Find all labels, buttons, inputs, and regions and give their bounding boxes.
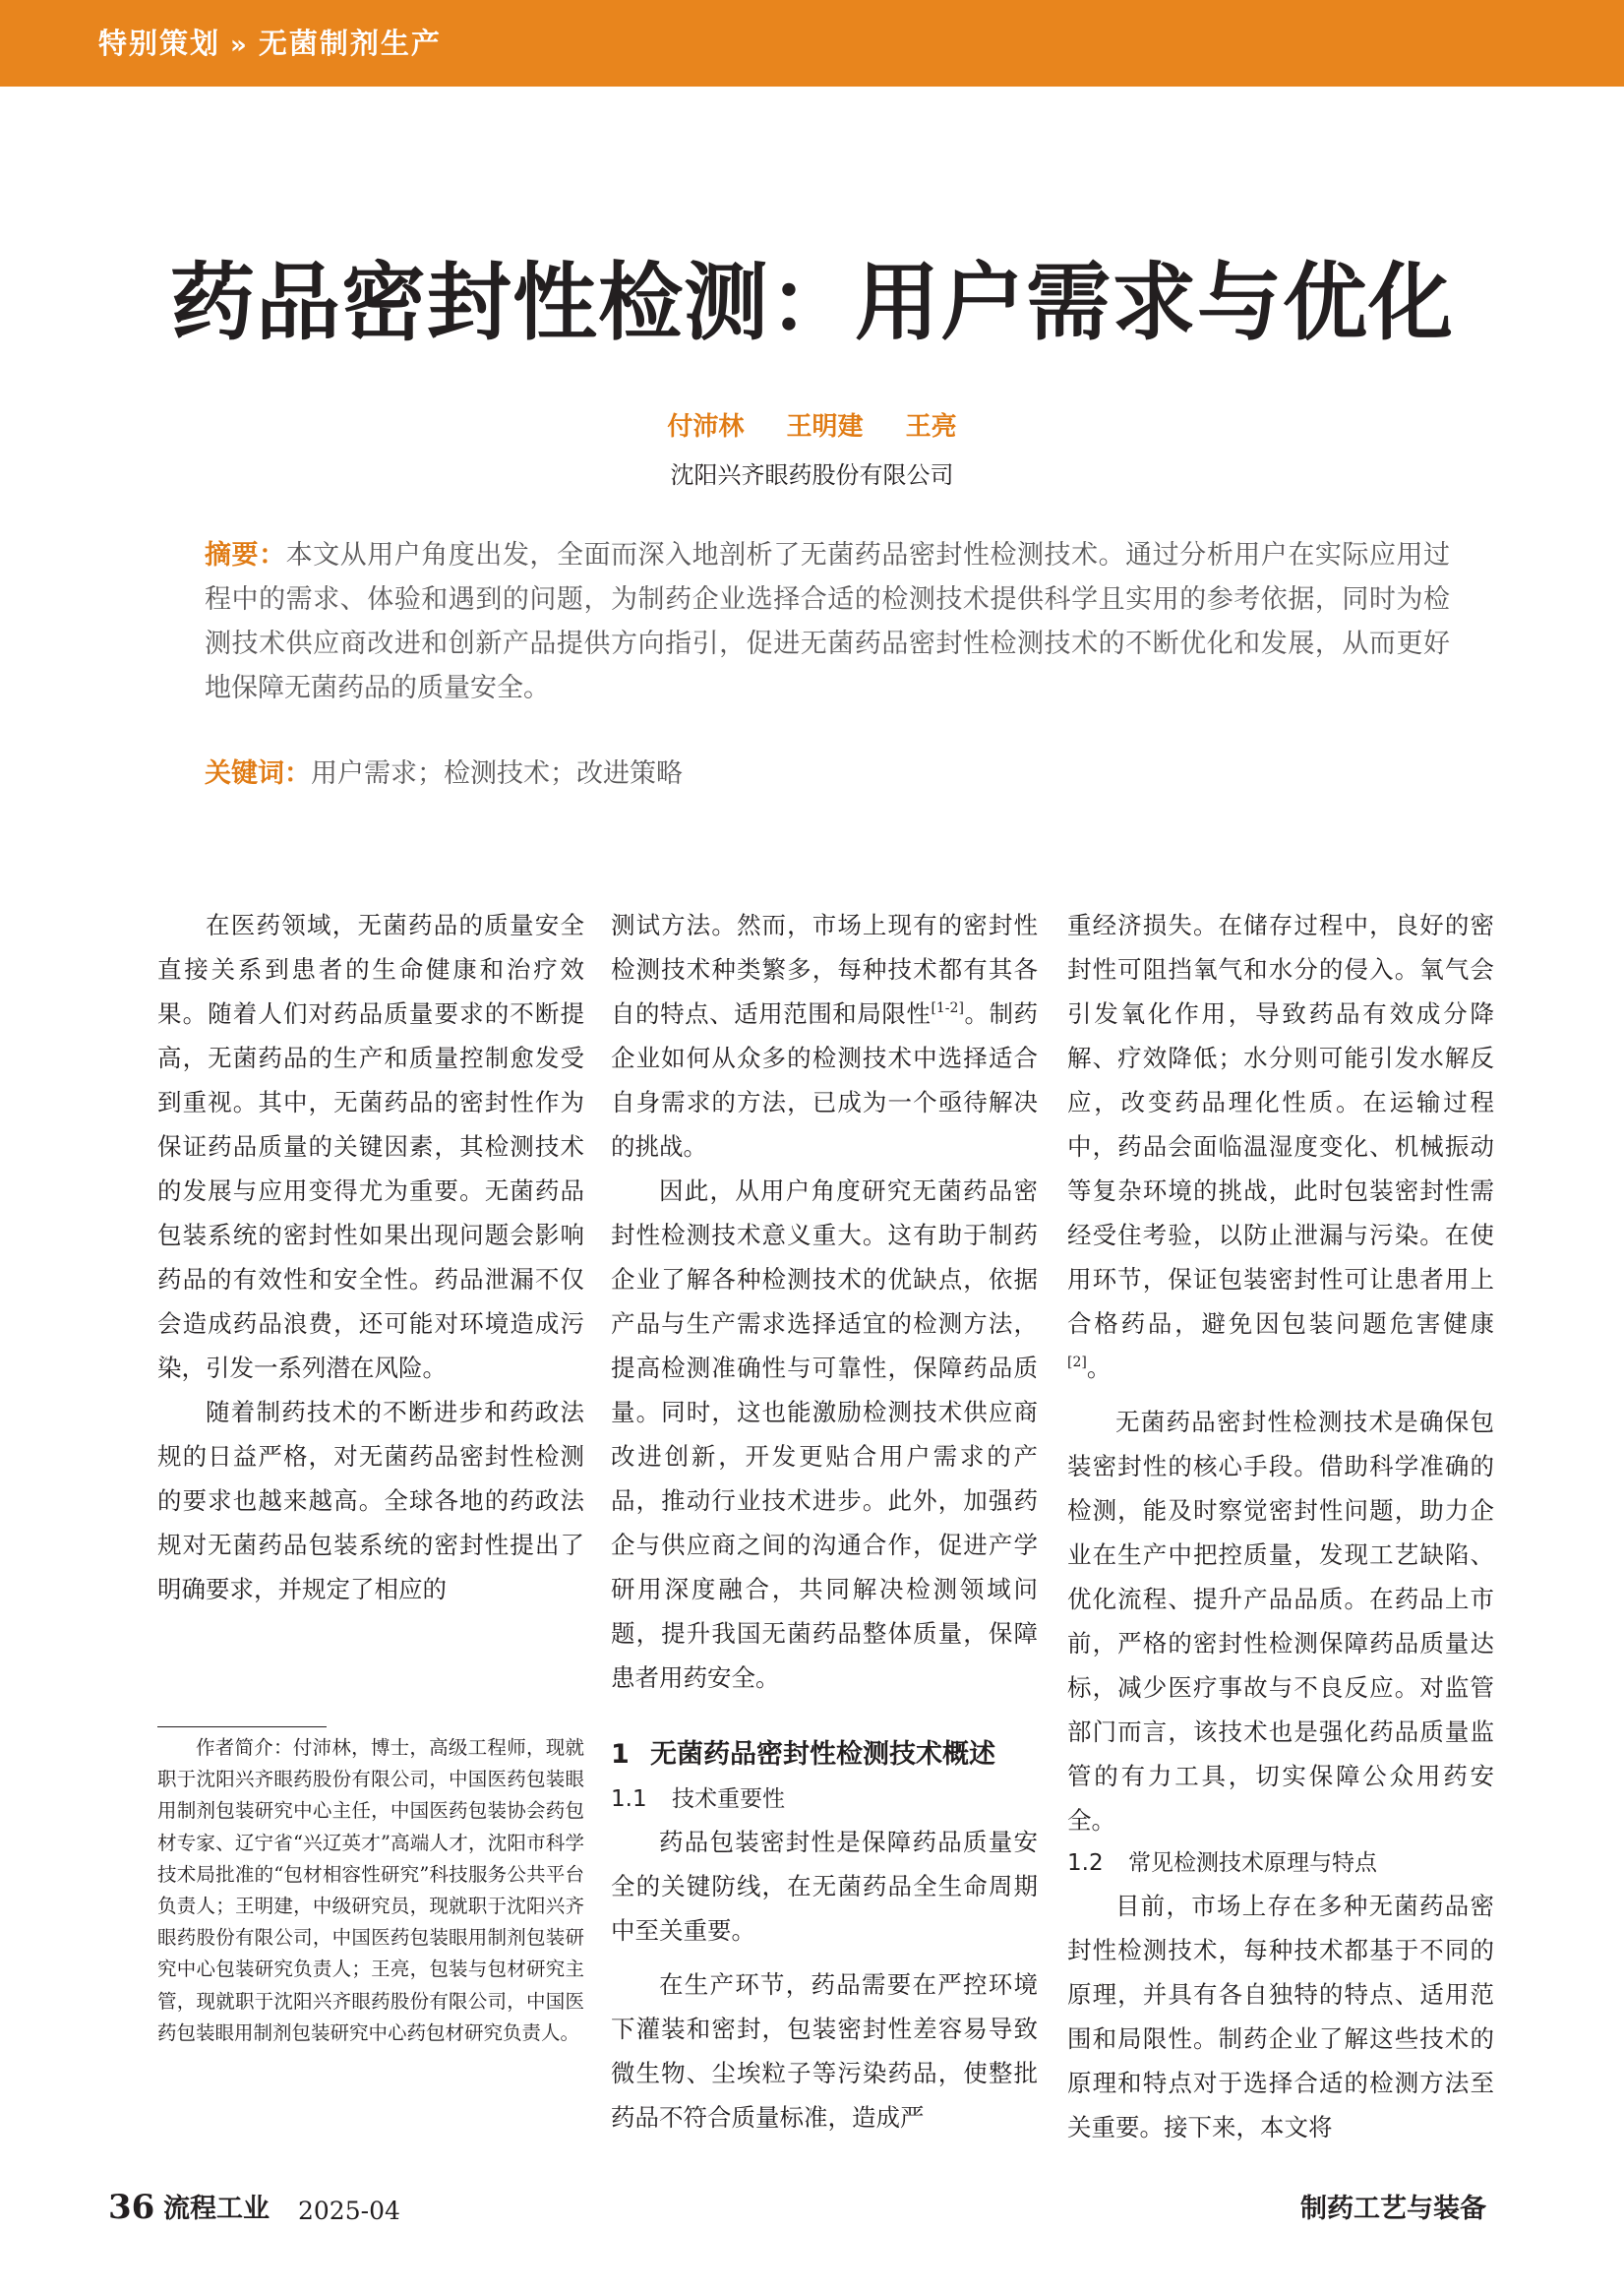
double-chevron-right-icon: » (230, 30, 249, 60)
body-paragraph (1067, 903, 1494, 1390)
paragraph-text: 重经济损失。在储存过程中，良好的密封性可阻挡氧气和水分的侵入。氧气会引发氧化作用，导致药品有效成分降解、疗效降低；水分则可能引发水解反应，改变药品理化性质。在运输过程中，药品会面临温湿度变化、机械振动等复杂环境的挑战，此时包装密封性需经受住考验，以防止泄漏与污染。在使用环节，保证包装密封性可让患者用上合格药品，避免因包装问题危害健康 (1067, 911, 1494, 1338)
body-paragraph: 在生产环节，药品需要在严控环境下灌装和密封，包装密封性差容易导致微生物、尘埃粒子等污染药品，使整批药品不符合质量标准，造成严 (611, 1970, 1038, 2132)
page-number: 36 (108, 2188, 155, 2227)
citation-ref: [1-2] (931, 1000, 964, 1016)
keywords-label: 关键词： (205, 758, 311, 789)
section-title: 无菌药品密封性检测技术概述 (650, 1739, 995, 1770)
journal-issue: 2025-04 (298, 2197, 400, 2225)
paragraph-text: 。 (1086, 1354, 1112, 1382)
body-paragraph: 在医药领域，无菌药品的质量安全直接关系到患者的生命健康和治疗效果。随着人们对药品质量要求的不断提高，无菌药品的生产和质量控制愈发受到重视。其中，无菌药品的密封性作为保证药品质量的关键因素，其检测技术的发展与应用变得尤为重要。无菌药品包装系统的密封性如果出现问题会影响药品的有效性和安全性。药品泄漏不仅会造成药品浪费，还可能对环境造成污染，引发一系列潜在风险。 (157, 911, 584, 1382)
paragraph-text: 测试方法。然而，市场上现有的密封性检测技术种类繁多，每种技术都有其各自的特点、适用范围和局限性 (611, 911, 1038, 1028)
citation-ref: [2] (1067, 1355, 1087, 1370)
abstract-label: 摘要： (205, 540, 286, 571)
body-paragraph (611, 903, 1038, 1169)
journal-name: 流程工业 (163, 2194, 270, 2224)
section-number: 1 (611, 1739, 630, 1770)
body-paragraph: 因此，从用户角度研究无菌药品密封性检测技术意义重大。这有助于制药企业了解各种检测技术的优缺点，依据产品与生产需求选择适宜的检测方法，提高检测准确性与可靠性，保障药品质量。同时，这也能激励检测技术供应商改进创新，开发更贴合用户需求的产品，推动行业技术进步。此外，加强药企与供应商之间的沟通合作，促进产学研用深度融合，共同解决检测领域问题，提升我国无菌药品整体质量，保障患者用药安全。 (611, 1176, 1038, 1692)
paragraph-text: 。制药企业如何从众多的检测技术中选择适合自身需求的方法，已成为一个亟待解决的挑战。 (611, 999, 1039, 1161)
abstract (205, 533, 1450, 710)
footnote-divider (157, 1726, 327, 1727)
author-affiliation: 沈阳兴齐眼药股份有限公司 (670, 461, 954, 489)
author-list (0, 407, 1624, 447)
body-column-1 (157, 903, 584, 1611)
section-header-text (98, 24, 442, 65)
body-paragraph: 目前，市场上存在多种无菌药品密封性检测技术，每种技术都基于不同的原理，并具有各自独特的特点、适用范围和局限性。制药企业了解这些技术的原理和特点对于选择合适的检测方法至关重要。接下来，本文将 (1067, 1892, 1494, 2141)
author-name: 王亮 (905, 412, 957, 442)
abstract-text: 本文从用户角度出发，全面而深入地剖析了无菌药品密封性检测技术。通过分析用户在实际应用过程中的需求、体验和遇到的问题，为制药企业选择合适的检测技术提供科学且实用的参考依据，同时为检测技术供应商改进和创新产品提供方向指引，促进无菌药品密封性检测技术的不断优化和发展，从而更好地保障无菌药品的质量安全。 (205, 540, 1451, 703)
subsection-title: 常见检测技术原理与特点 (1128, 1850, 1377, 1876)
keywords (205, 752, 1450, 796)
author-bio-footnote: 作者简介：付沛林，博士，高级工程师，现就职于沈阳兴齐眼药股份有限公司，中国医药包装眼用制剂包装研究中心主任，中国医药包装协会药包材专家、辽宁省“兴辽英才”高端人才，沈阳市科学技术局批准的“包材相容性研究”科技服务公共平台负责人；王明建，中级研究员，现就职于沈阳兴齐眼药股份有限公司，中国医药包装眼用制剂包装研究中心包装研究负责人；王亮，包装与包材研究主管，现就职于沈阳兴齐眼药股份有限公司，中国医药包装眼用制剂包装研究中心药包材研究负责人。 (157, 1736, 584, 2044)
body-paragraph: 药品包装密封性是保障药品质量安全的关键防线，在无菌药品全生命周期中至关重要。 (611, 1828, 1038, 1945)
keywords-text: 用户需求；检测技术；改进策略 (311, 758, 683, 789)
author-name: 王明建 (786, 412, 864, 442)
article-title: 药品密封性检测：用户需求与优化 (170, 254, 1454, 352)
body-paragraph: 无菌药品密封性检测技术是确保包装密封性的核心手段。借助科学准确的检测，能及时察觉密封性问题，助力企业在生产中把控质量，发现工艺缺陷、优化流程、提升产品品质。在药品上市前，严格的密封性检测保障药品质量达标，减少医疗事故与不良反应。对监管部门而言，该技术也是强化药品质量监管的有力工具，切实保障公众用药安全。 (1067, 1408, 1494, 1835)
body-paragraph: 随着制药技术的不断进步和药政法规的日益严格，对无菌药品密封性检测的要求也越来越高。全球各地的药政法规对无菌药品包装系统的密封性提出了明确要求，并规定了相应的 (157, 1398, 584, 1603)
subsection-number: 1.1 (611, 1786, 647, 1812)
footer-section-name: 制药工艺与装备 (1300, 2194, 1486, 2224)
subsection-number: 1.2 (1067, 1850, 1104, 1876)
subsection-heading (611, 1779, 1038, 1820)
section-heading (611, 1731, 1038, 1779)
section-topic: 无菌制剂生产 (258, 27, 442, 60)
section-name: 特别策划 (98, 27, 221, 60)
body-column-3 (1067, 903, 1494, 2149)
author-name: 付沛林 (667, 412, 745, 442)
body-column-2 (611, 903, 1038, 2140)
subsection-title: 技术重要性 (672, 1786, 785, 1812)
section-header-band (0, 0, 1624, 87)
subsection-heading (1067, 1842, 1494, 1884)
